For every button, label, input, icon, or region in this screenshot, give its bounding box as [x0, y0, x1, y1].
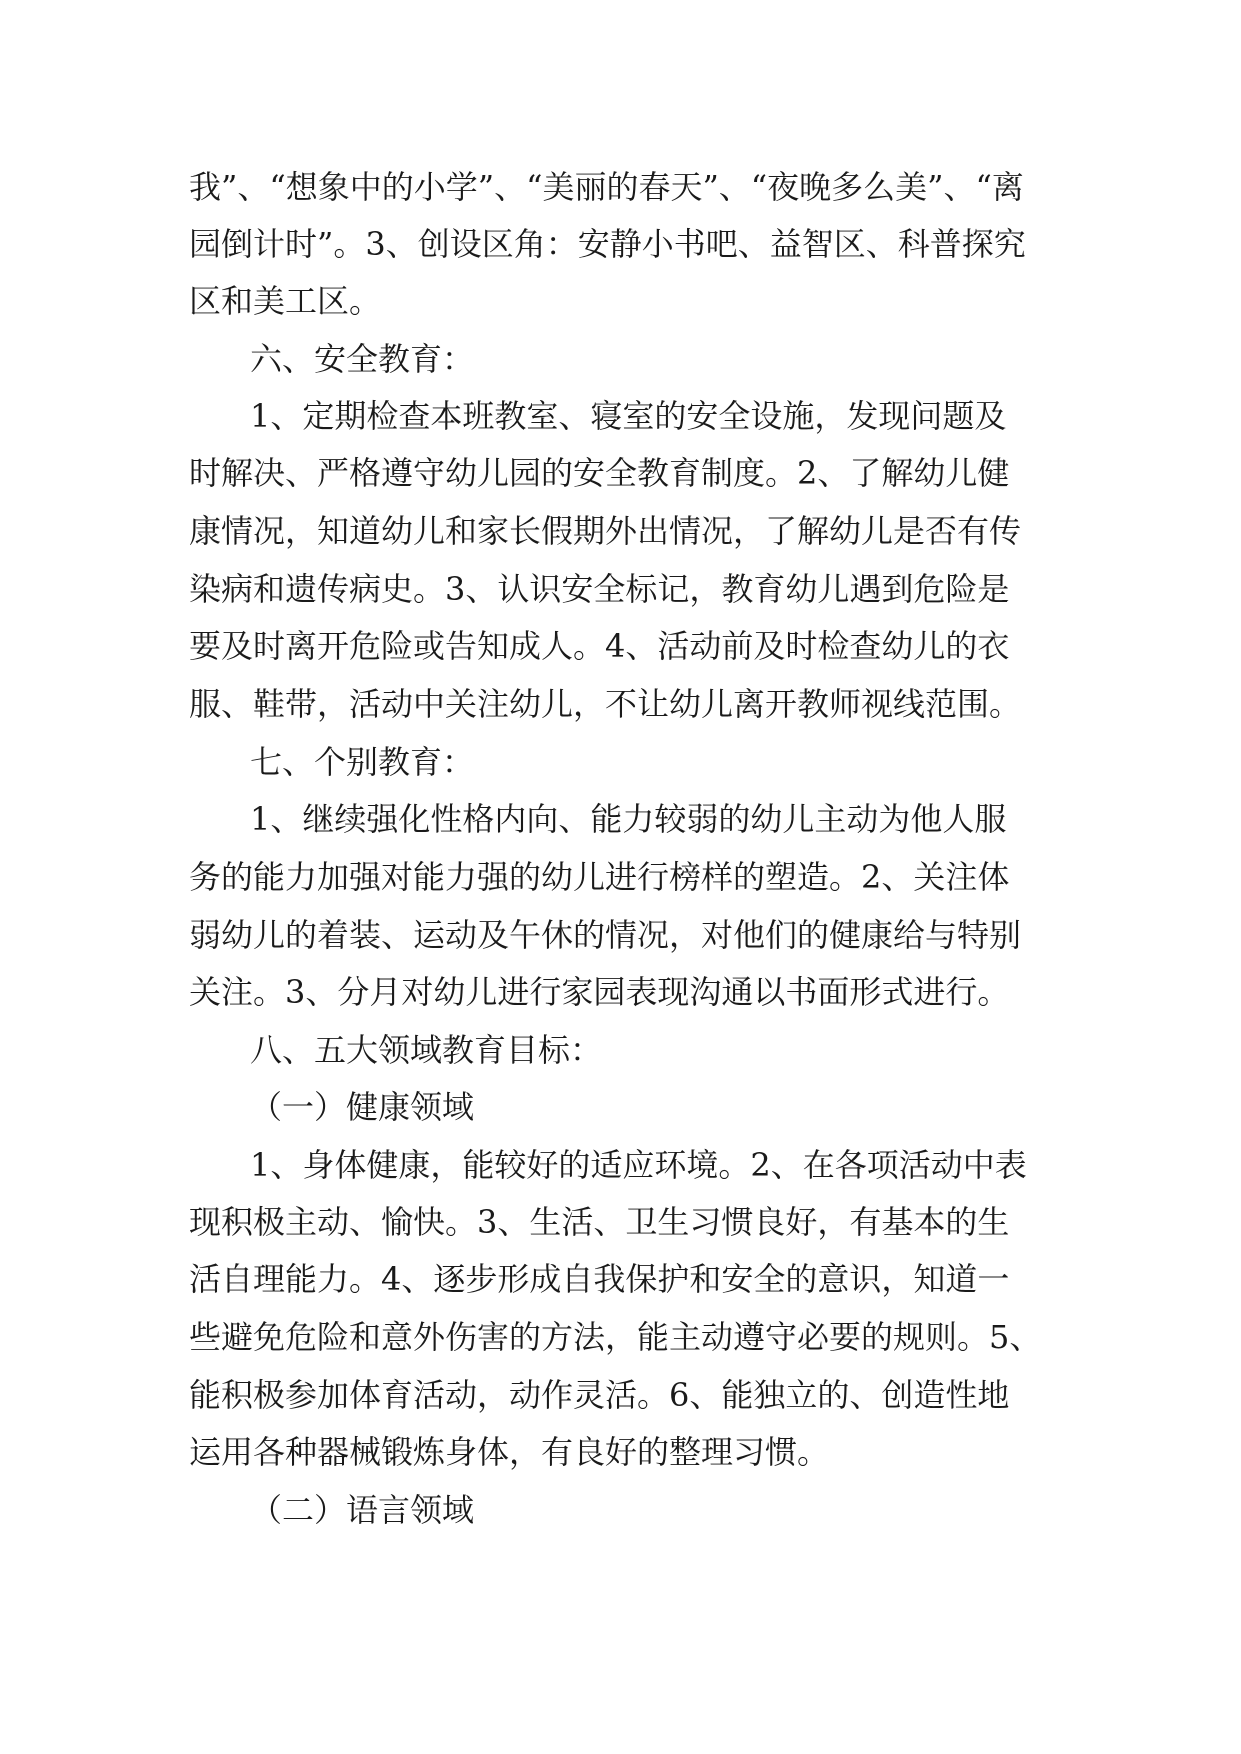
section-heading: 八、五大领域教育目标：	[250, 1031, 603, 1069]
text-line: 时解决、严格遵守幼儿园的安全教育制度。2、了解幼儿健	[189, 454, 1010, 492]
text-line: 1、继续强化性格内向、能力较弱的幼儿主动为他人服	[250, 800, 1007, 838]
section-heading: 七、个别教育：	[250, 743, 475, 781]
text-line: 现积极主动、愉快。3、生活、卫生习惯良好，有基本的生	[189, 1203, 1010, 1241]
text-line: 活自理能力。4、逐步形成自我保护和安全的意识，知道一	[189, 1260, 1010, 1298]
section-heading: 六、安全教育：	[250, 340, 475, 378]
subsection-heading: （二）语言领域	[250, 1491, 475, 1529]
text-line: 运用各种器械锻炼身体，有良好的整理习惯。	[189, 1433, 830, 1471]
text-line: 1、身体健康，能较好的适应环境。2、在各项活动中表	[250, 1146, 1027, 1184]
text-line: 染病和遗传病史。3、认识安全标记，教育幼儿遇到危险是	[189, 570, 1010, 608]
text-line: 园倒计时”。3、创设区角：安静小书吧、益智区、科普探究	[189, 225, 1026, 263]
text-line: 能积极参加体育活动，动作灵活。6、能独立的、创造性地	[189, 1376, 1010, 1414]
text-line: 服、鞋带，活动中关注幼儿，不让幼儿离开教师视线范围。	[189, 685, 1022, 723]
text-line: 要及时离开危险或告知成人。4、活动前及时检查幼儿的衣	[189, 627, 1010, 665]
text-line: 康情况，知道幼儿和家长假期外出情况，了解幼儿是否有传	[189, 512, 1022, 550]
text-line: 务的能力加强对能力强的幼儿进行榜样的塑造。2、关注体	[189, 858, 1010, 896]
text-line: 区和美工区。	[189, 282, 382, 320]
text-line: 我”、“想象中的小学”、“美丽的春天”、“夜晚多么美”、“离	[189, 168, 1024, 206]
subsection-heading: （一）健康领域	[250, 1088, 475, 1126]
text-line: 弱幼儿的着装、运动及午休的情况，对他们的健康给与特别	[189, 916, 1022, 954]
text-line: 些避免危险和意外伤害的方法，能主动遵守必要的规则。5、	[189, 1318, 1042, 1356]
text-line: 关注。3、分月对幼儿进行家园表现沟通以书面形式进行。	[189, 973, 1010, 1011]
text-line: 1、定期检查本班教室、寝室的安全设施，发现问题及	[250, 397, 1007, 435]
